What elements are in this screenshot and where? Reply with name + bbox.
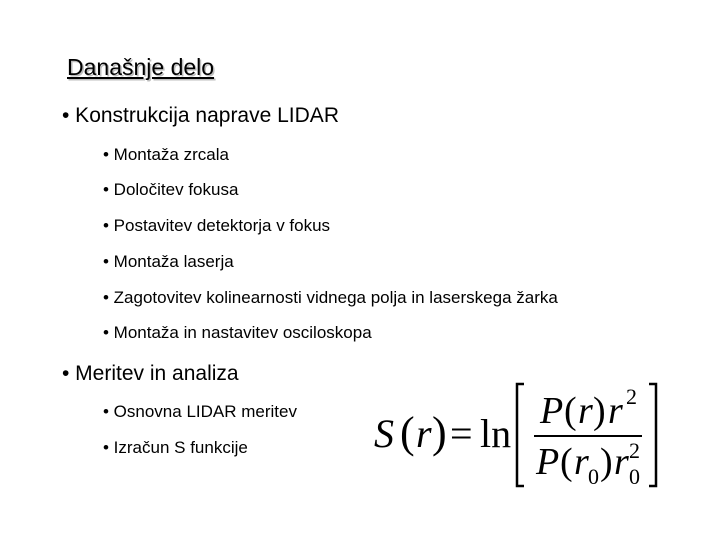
formula-right-bracket <box>649 384 656 486</box>
list-item: • Montaža laserja <box>103 252 234 271</box>
list-item: • Zagotovitev kolinearnosti vidnega polja in laserskega žarka <box>103 288 558 307</box>
formula-paren: ( <box>564 390 577 432</box>
formula-equals: = <box>450 411 473 456</box>
formula-lhs-argument: r <box>416 411 432 456</box>
formula-denominator-argument-subscript: 0 <box>588 464 599 489</box>
list-item: • Postavitev detektorja v fokus <box>103 216 331 235</box>
formula-paren: ) <box>432 408 447 457</box>
list-item: • Izračun S funkcije <box>103 438 248 457</box>
formula-numerator-variable: r <box>608 390 623 432</box>
list-item: • Montaža in nastavitev osciloskopa <box>103 323 372 342</box>
formula-lhs-function: S <box>374 411 394 456</box>
formula-numerator-argument: r <box>578 390 593 432</box>
formula-numerator-exponent: 2 <box>626 384 637 409</box>
s-function-formula <box>370 378 670 493</box>
formula-paren: ) <box>600 441 613 483</box>
list-item: • Montaža zrcala <box>103 145 229 164</box>
formula-denominator-argument: r <box>574 441 589 483</box>
section-heading-construction: • Konstrukcija naprave LIDAR <box>62 104 339 127</box>
formula-denominator-exponent: 2 <box>629 438 640 463</box>
section-heading-measurement: • Meritev in analiza <box>62 362 239 385</box>
formula-numerator-function: P <box>540 390 564 432</box>
formula-ln: ln <box>480 411 512 456</box>
formula-paren: ) <box>593 390 606 432</box>
formula-denominator-variable: r <box>614 441 629 483</box>
formula-denominator-variable-subscript: 0 <box>629 464 640 489</box>
formula-left-bracket <box>517 384 524 486</box>
formula-denominator-function: P <box>536 441 560 483</box>
formula-paren: ( <box>560 441 573 483</box>
list-item: • Določitev fokusa <box>103 180 239 199</box>
list-item: • Osnovna LIDAR meritev <box>103 402 297 421</box>
slide-title: Današnje delo <box>67 54 215 80</box>
formula-paren: ( <box>400 408 415 457</box>
